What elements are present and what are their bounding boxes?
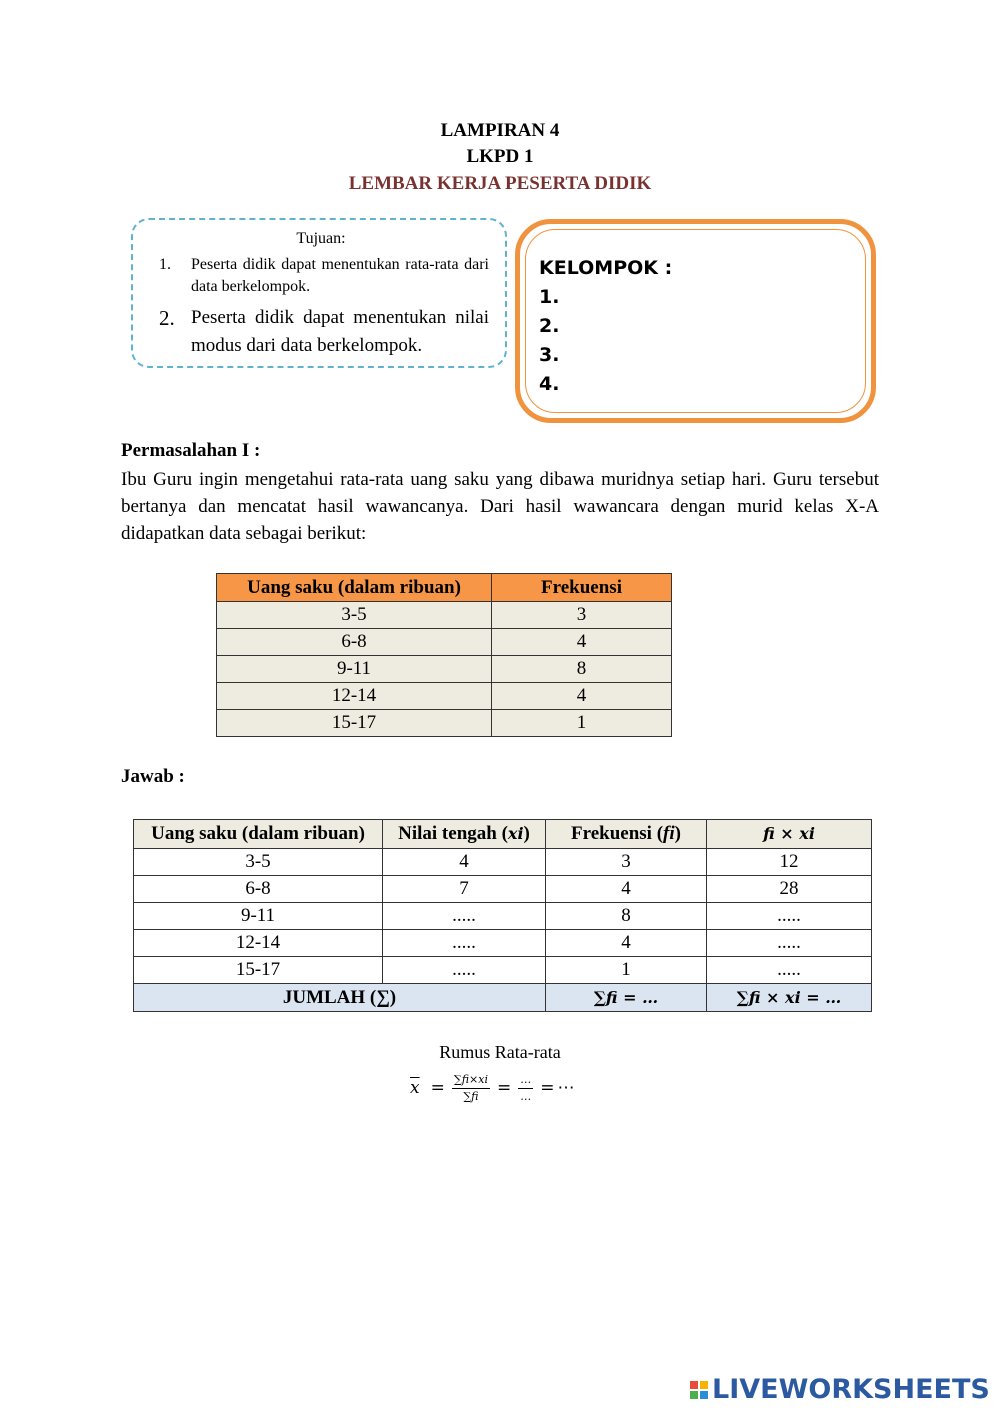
mean-symbol: $\overline{x}$ [410,1078,420,1098]
header-frekuensi: Frekuensi [492,574,672,602]
watermark-text: LIVEWORKSHEETS [712,1374,990,1405]
header-paren: ) [674,823,681,844]
table-header-row [217,574,672,602]
mean-formula [410,1066,574,1110]
objective-text: Peserta didik dapat menentukan nilai modus dari data berkelompok. [191,307,489,356]
fi-times-xi-symbol: fi × xi [763,824,815,843]
cell-midpoint[interactable]: ..... [383,957,546,984]
header-paren: ) [523,823,530,844]
answer-heading: Jawab : [121,766,185,787]
table-row [217,710,672,737]
cell-interval: 15-17 [217,710,492,737]
cell-product[interactable]: ..... [707,957,872,984]
cell-frequency: 4 [546,930,707,957]
equals-sign: = [540,1078,555,1098]
cell-frequency: 4 [492,683,672,710]
cell-interval: 12-14 [134,930,383,957]
cell-frequency: 1 [492,710,672,737]
appendix-title: LAMPIRAN 4 [440,120,560,141]
table-header-row [134,820,872,849]
objectives-box [131,218,507,368]
cell-midpoint[interactable]: ..... [383,930,546,957]
cell-product[interactable]: ..... [707,930,872,957]
header-nilai-tengah [383,820,546,849]
objective-number: 2. [159,306,175,330]
group-member-3[interactable]: 3. [539,344,560,366]
table-row [134,849,872,876]
table-row [217,683,672,710]
cell-interval: 3-5 [217,602,492,629]
answer-result[interactable]: ⋯ [557,1078,575,1098]
table-row [217,656,672,683]
objective-item [159,304,489,360]
group-member-2[interactable]: 2. [539,315,560,337]
liveworksheets-watermark [690,1374,990,1405]
objectives-list [159,254,489,360]
cell-interval: 6-8 [217,629,492,656]
sum-fi-xi: ∑fi × xi = … [736,987,842,1007]
group-member-1[interactable]: 1. [539,286,560,308]
table-row [217,602,672,629]
cell-frequency: 4 [492,629,672,656]
total-product[interactable] [707,984,872,1012]
header-uang-saku: Uang saku (dalam ribuan) [217,574,492,602]
cell-frequency: 4 [546,876,707,903]
cell-product[interactable]: 12 [707,849,872,876]
cell-midpoint[interactable]: 7 [383,876,546,903]
group-members [539,254,672,399]
cell-product[interactable]: ..... [707,903,872,930]
objective-item [159,254,489,298]
cell-frequency: 3 [546,849,707,876]
formula-label: Rumus Rata-rata [439,1042,561,1062]
table-row [217,629,672,656]
cell-interval: 3-5 [134,849,383,876]
total-row [134,984,872,1012]
lkpd-title: LKPD 1 [466,146,534,167]
fi-symbol: fi [663,823,675,844]
problem-text: Ibu Guru ingin mengetahui rata-rata uang saku yang dibawa muridnya setiap hari. Guru tersebut bertanya dan mencatat hasil wawancanya. Dari hasil wawancara dengan murid kelas X-A didapatkan data sebagai berikut: [121,469,879,544]
header-nilai-tengah-text: Nilai tengah ( [398,823,508,844]
formula-fraction [452,1072,490,1105]
total-label: JUMLAH (∑) [134,984,546,1012]
sum-fi: ∑fi = … [593,987,659,1007]
cell-product[interactable]: 28 [707,876,872,903]
header-uang-saku: Uang saku (dalam ribuan) [134,820,383,849]
header-frekuensi [546,820,707,849]
table-row [134,957,872,984]
cell-frequency: 1 [546,957,707,984]
objective-number: 1. [159,256,171,273]
cell-interval: 9-11 [217,656,492,683]
header-frekuensi-text: Frekuensi ( [571,823,664,844]
fraction-denominator: ∑fi [463,1089,479,1103]
table-row [134,903,872,930]
liveworksheets-logo-icon [690,1381,708,1399]
group-box [515,219,876,423]
answer-table [133,819,872,1012]
total-frequency[interactable] [546,984,707,1012]
equals-sign: = [496,1078,512,1098]
cell-interval: 6-8 [134,876,383,903]
cell-frequency: 8 [546,903,707,930]
fraction-numerator: ∑fi×xi [452,1072,490,1089]
table-row [134,876,872,903]
data-table [216,573,672,737]
answer-fraction[interactable] [518,1072,533,1105]
table-row [134,930,872,957]
objective-text: Peserta didik dapat menentukan rata-rata dari data berkelompok. [191,256,489,295]
group-label: KELOMPOK : [539,257,673,279]
group-member-4[interactable]: 4. [539,373,560,395]
cell-frequency: 3 [492,602,672,629]
cell-interval: 15-17 [134,957,383,984]
header-fi-times-xi [707,820,872,849]
answer-denominator[interactable]: … [520,1089,532,1103]
cell-interval: 12-14 [217,683,492,710]
xi-symbol: xi [507,824,524,843]
worksheet-title: LEMBAR KERJA PESERTA DIDIK [348,173,652,194]
cell-midpoint[interactable]: 4 [383,849,546,876]
equals-sign: = [430,1078,445,1098]
cell-frequency: 8 [492,656,672,683]
objectives-title: Tujuan: [296,230,346,247]
cell-midpoint[interactable]: ..... [383,903,546,930]
problem-heading: Permasalahan I : [121,440,261,461]
answer-numerator[interactable]: … [518,1072,533,1089]
cell-interval: 9-11 [134,903,383,930]
